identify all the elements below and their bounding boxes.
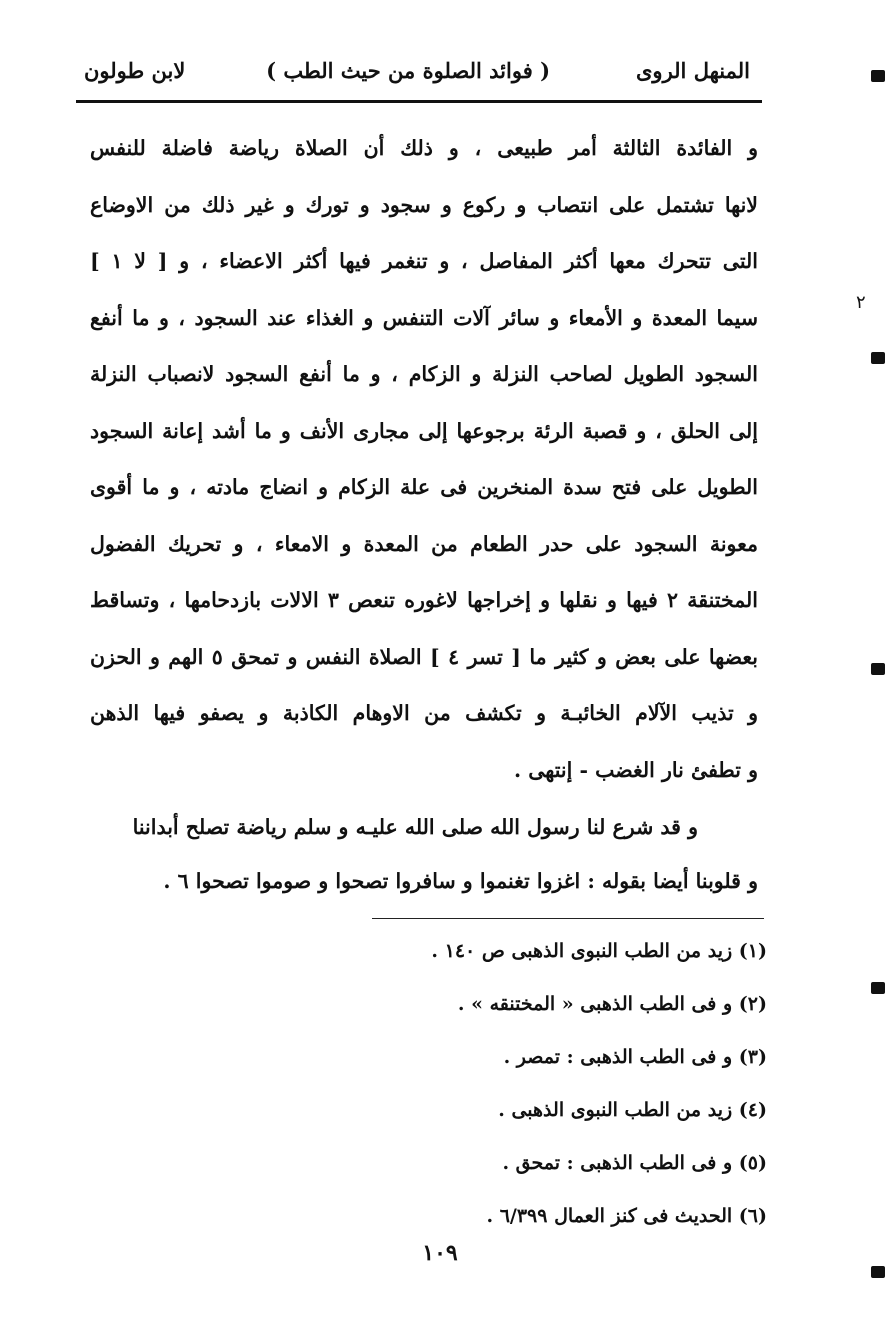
text-line: المختنقة ٢ فيها و نقلها و إخراجها لاغوره تنعص ٣ الالات بازدحامها ، وتساقط — [90, 588, 758, 612]
text-line: و تطفئ نار الغضب - إنتهى . — [513, 757, 758, 782]
header-author: لابن طولون — [84, 58, 186, 83]
footnote-rule — [372, 918, 764, 919]
text-line: إلى الحلق ، و قصبة الرئة برجوعها إلى مجارى الأنف و ما أشد إعانة السجود — [90, 418, 758, 443]
footnote-item: (٤) زيد من الطب النبوى الذهبى . — [498, 1099, 767, 1121]
edge-mark — [871, 663, 885, 675]
footnote-item: (١) زيد من الطب النبوى الذهبى ص ١٤٠ . — [431, 940, 767, 962]
text-line: سيما المعدة و الأمعاء و سائر آلات التنفس و الغذاء عند السجود ، و ما أنفع — [90, 305, 758, 330]
text-line: التى تتحرك معها أكثر المفاصل ، و تنغمر فيها أكثر الاعضاء ، و [ لا ١ ] — [90, 249, 758, 273]
main-paragraph — [90, 120, 758, 798]
footnote-item: (٥) و فى الطب الذهبى : تمحق . — [502, 1152, 767, 1174]
text-line: و تذيب الآلام الخائبـة و تكشف من الاوهام الكاذبة و يصفو فيها الذهن — [90, 701, 758, 725]
text-line: و الفائدة الثالثة أمر طبيعى ، و ذلك أن الصلاة رياضة فاضلة للنفس — [90, 136, 758, 160]
text-line: و قد شرع لنا رسول الله صلى الله عليـه و سلم رياضة تصلح أبداننا — [132, 815, 698, 839]
footnote-item: (٣) و فى الطب الذهبى : تمصر . — [503, 1046, 767, 1068]
edge-mark — [871, 352, 885, 364]
text-line: بعضها على بعض و كثير ما [ تسر ٤ ] الصلاة النفس و تمحق ٥ الهم و الحزن — [90, 644, 758, 669]
edge-mark — [871, 70, 885, 82]
second-paragraph — [90, 800, 758, 908]
header-section-title: ( فوائد الصلوة من حيث الطب ) — [266, 58, 550, 83]
footnote-item: (٢) و فى الطب الذهبى « المختنقه » . — [457, 993, 767, 1015]
margin-note: ٢ — [856, 292, 866, 313]
running-header — [80, 58, 760, 98]
header-rule — [76, 100, 762, 103]
edge-mark — [871, 1266, 885, 1278]
page-number: ١٠٩ — [422, 1240, 458, 1266]
footnotes — [347, 925, 767, 1243]
text-line: معونة السجود على حدر الطعام من المعدة و الامعاء ، و تحريك الفضول — [90, 531, 758, 556]
footnote-item: (٦) الحديث فى كنز العمال ٦/٣٩٩ . — [486, 1205, 767, 1227]
text-line: لانها تشتمل على انتصاب و ركوع و سجود و تورك و غير ذلك من الاوضاع — [90, 192, 758, 217]
text-line: الطويل على فتح سدة المنخرين فى علة الزكام و انضاج مادته ، و ما أقوى — [90, 475, 758, 499]
text-line: و قلوبنا أيضا بقوله : اغزوا تغنموا و سافروا تصحوا و صوموا تصحوا ٦ . — [163, 869, 758, 893]
edge-mark — [871, 982, 885, 994]
header-book-title: المنهل الروى — [635, 58, 750, 83]
text-line: السجود الطويل لصاحب النزلة و الزكام ، و ما أنفع السجود لانصباب النزلة — [90, 362, 758, 386]
